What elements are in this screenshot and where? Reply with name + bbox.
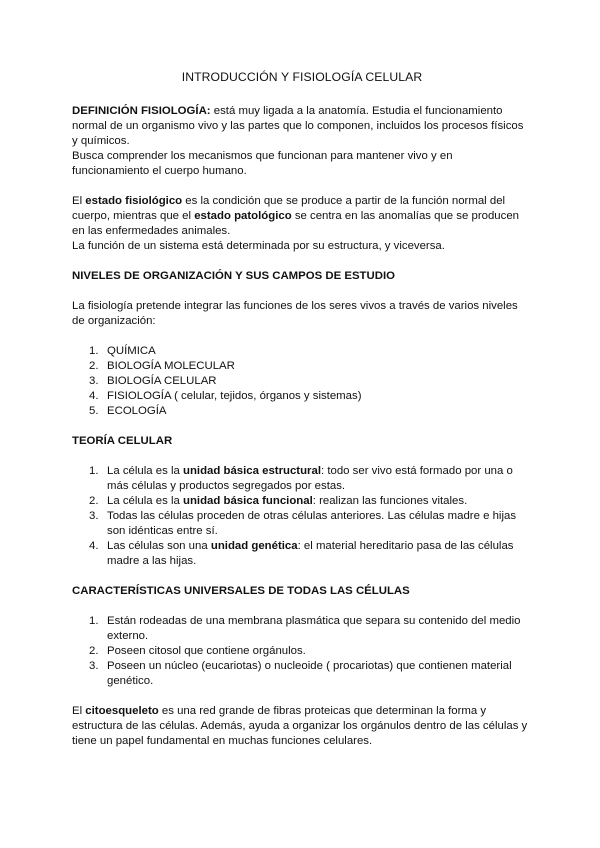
list-text: Poseen un núcleo (eucariotas) o nucleoide ( procariotas) que contienen material genético. [107, 660, 512, 687]
list-number: 4. [89, 540, 99, 552]
estado-fisiologico-term: estado fisiológico [85, 195, 183, 207]
citoesqueleto-term: citoesqueleto [85, 705, 159, 717]
page-title: INTRODUCCIÓN Y FISIOLOGÍA CELULAR [181, 70, 423, 84]
definition-term: DEFINICIÓN FISIOLOGÍA: [72, 105, 211, 117]
niveles-list [72, 344, 532, 419]
list-text: BIOLOGÍA MOLECULAR [107, 360, 235, 372]
list-number: 2. [89, 645, 99, 657]
list-item [72, 389, 532, 404]
list-item [72, 374, 532, 389]
citoesqueleto-text-c: es una red grande de fibras proteicas que determinan la forma y estructura de las células. Además, ayuda a organizar los orgánulos dentro de las células y tiene un papel fundamental en muchas funciones celulares. [72, 705, 528, 747]
list-number: 2. [89, 495, 99, 507]
list-bold-term: unidad básica estructural [183, 465, 321, 477]
document-body [72, 70, 532, 749]
list-text: ECOLOGÍA [107, 405, 167, 417]
list-text: La célula es la [107, 465, 183, 477]
list-item [72, 494, 532, 509]
list-item [72, 509, 532, 539]
list-item [72, 659, 532, 689]
funcion-paragraph: La función de un sistema está determinada por su estructura, y viceversa. [72, 240, 445, 252]
list-number: 1. [89, 615, 99, 627]
estado-paragraph [72, 194, 532, 239]
list-item [72, 404, 532, 419]
list-item [72, 344, 532, 359]
list-number: 5. [89, 405, 99, 417]
list-text: La célula es la [107, 495, 183, 507]
list-text: Poseen citosol que contiene orgánulos. [107, 645, 306, 657]
list-text: : todo ser vivo está formado por una o más células y productos segregados por estas. [107, 465, 513, 492]
list-text: Todas las células proceden de otras células anteriores. Las células madre e hijas son idénticas entre sí. [107, 510, 517, 537]
list-bold-term: unidad genética [210, 540, 298, 552]
definition-paragraph-2: Busca comprender los mecanismos que funcionan para mantener vivo y en funcionamiento el cuerpo humano. [72, 150, 453, 177]
list-item [72, 359, 532, 374]
list-text: BIOLOGÍA CELULAR [107, 375, 217, 387]
list-item [72, 644, 532, 659]
list-text: : realizan las funciones vitales. [312, 495, 468, 507]
list-number: 3. [89, 375, 99, 387]
caracteristicas-list [72, 614, 532, 689]
caracteristicas-heading: CARACTERÍSTICAS UNIVERSALES DE TODAS LAS CÉLULAS [72, 585, 410, 597]
estado-text-c: es la condición que se produce a partir de la función normal del cuerpo, mientras que el [72, 195, 506, 222]
list-number: 3. [89, 510, 99, 522]
list-text: : el material hereditario pasa de las células madre a las hijas. [107, 540, 514, 567]
definition-text: está muy ligada a la anatomía. Estudia el funcionamiento normal de un organismo vivo y las partes que lo componen, incluidos los procesos físicos y químicos. [72, 105, 524, 147]
list-text: FISIOLOGÍA ( celular, tejidos, órganos y sistemas) [107, 390, 362, 402]
list-text: Están rodeadas de una membrana plasmática que separa su contenido del medio externo. [107, 615, 521, 642]
definition-paragraph [72, 104, 532, 149]
list-item [72, 464, 532, 494]
estado-patologico-term: estado patológico [194, 210, 292, 222]
niveles-heading: NIVELES DE ORGANIZACIÓN Y SUS CAMPOS DE ESTUDIO [72, 270, 395, 282]
list-item [72, 539, 532, 569]
list-text: QUÍMICA [107, 345, 156, 357]
citoesqueleto-text-a: El [72, 705, 86, 717]
teoria-list [72, 464, 532, 569]
list-number: 4. [89, 390, 99, 402]
list-number: 2. [89, 360, 99, 372]
list-bold-term: unidad básica funcional [183, 495, 313, 507]
citoesqueleto-paragraph [72, 704, 532, 749]
list-item [72, 614, 532, 644]
niveles-paragraph: La fisiología pretende integrar las funciones de los seres vivos a través de varios niveles de organización: [72, 300, 518, 327]
estado-text-e: se centra en las anomalías que se producen en las enfermedades animales. [72, 210, 519, 237]
list-number: 3. [89, 660, 99, 672]
teoria-heading: TEORÍA CELULAR [72, 435, 173, 447]
list-number: 1. [89, 345, 99, 357]
list-number: 1. [89, 465, 99, 477]
estado-text-a: El [72, 195, 86, 207]
list-text: Las células son una [107, 540, 211, 552]
